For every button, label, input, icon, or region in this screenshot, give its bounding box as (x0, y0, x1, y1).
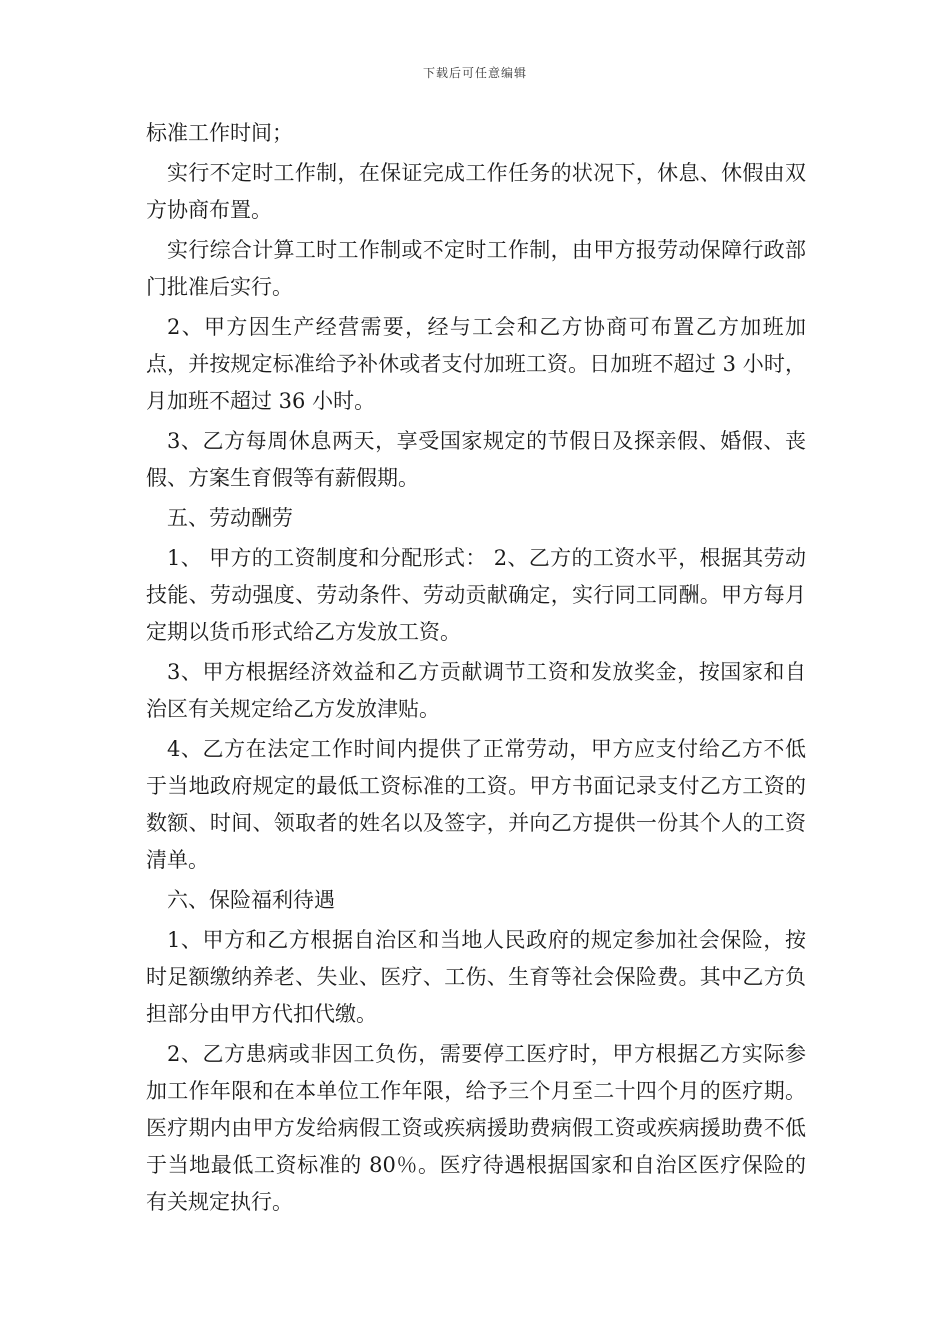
paragraph-8: 3、甲方根据经济效益和乙方贡献调节工资和发放奖金，按国家和自治区有关规定给乙方发放津贴。 (146, 660, 806, 721)
paragraph-3: 实行综合计算工时工作制或不定时工作制，由甲方报劳动保障行政部门批准后实行。 (146, 238, 806, 299)
paragraph-4: 2、甲方因生产经营需要，经与工会和乙方协商可布置乙方加班加点，并按规定标准给予补休或者支付加班工资。日加班不超过 3 小时，月加班不超过 36 小时。 (146, 315, 806, 413)
paragraph-5: 3、乙方每周休息两天，享受国家规定的节假日及探亲假、婚假、丧假、方案生育假等有薪假期。 (146, 429, 806, 490)
section-heading-5: 五、劳动酬劳 (167, 506, 293, 530)
paragraph-9: 4、乙方在法定工作时间内提供了正常劳动，甲方应支付给乙方不低于当地政府规定的最低工资标准的工资。甲方书面记录支付乙方工资的数额、时间、领取者的姓名以及签字，并向乙方提供一份其个人的工资清单。 (146, 737, 806, 872)
paragraph-11: 1、甲方和乙方根据自治区和当地人民政府的规定参加社会保险，按时足额缴纳养老、失业、医疗、工伤、生育等社会保险费。其中乙方负担部分由甲方代扣代缴。 (146, 928, 806, 1026)
section-heading-6: 六、保险福利待遇 (167, 888, 335, 912)
paragraph-2: 实行不定时工作制，在保证完成工作任务的状况下，休息、休假由双方协商布置。 (146, 161, 806, 222)
paragraph-7: 1、 甲方的工资制度和分配形式： 2、乙方的工资水平，根据其劳动技能、劳动强度、劳动条件、劳动贡献确定，实行同工同酬。甲方每月定期以货币形式给乙方发放工资。 (146, 546, 806, 644)
paragraph-1: 标准工作时间； (146, 121, 293, 145)
page-header: 下载后可任意编辑 (422, 66, 527, 80)
paragraph-12: 2、乙方患病或非因工负伤，需要停工医疗时，甲方根据乙方实际参加工作年限和在本单位工作年限，给予三个月至二十四个月的医疗期。医疗期内由甲方发给病假工资或疾病援助费病假工资或疾病援助费不低于当地最低工资标准的 80％。医疗待遇根据国家和自治区医疗保险的有关规定执行。 (146, 1042, 806, 1214)
document-body (146, 115, 806, 1224)
